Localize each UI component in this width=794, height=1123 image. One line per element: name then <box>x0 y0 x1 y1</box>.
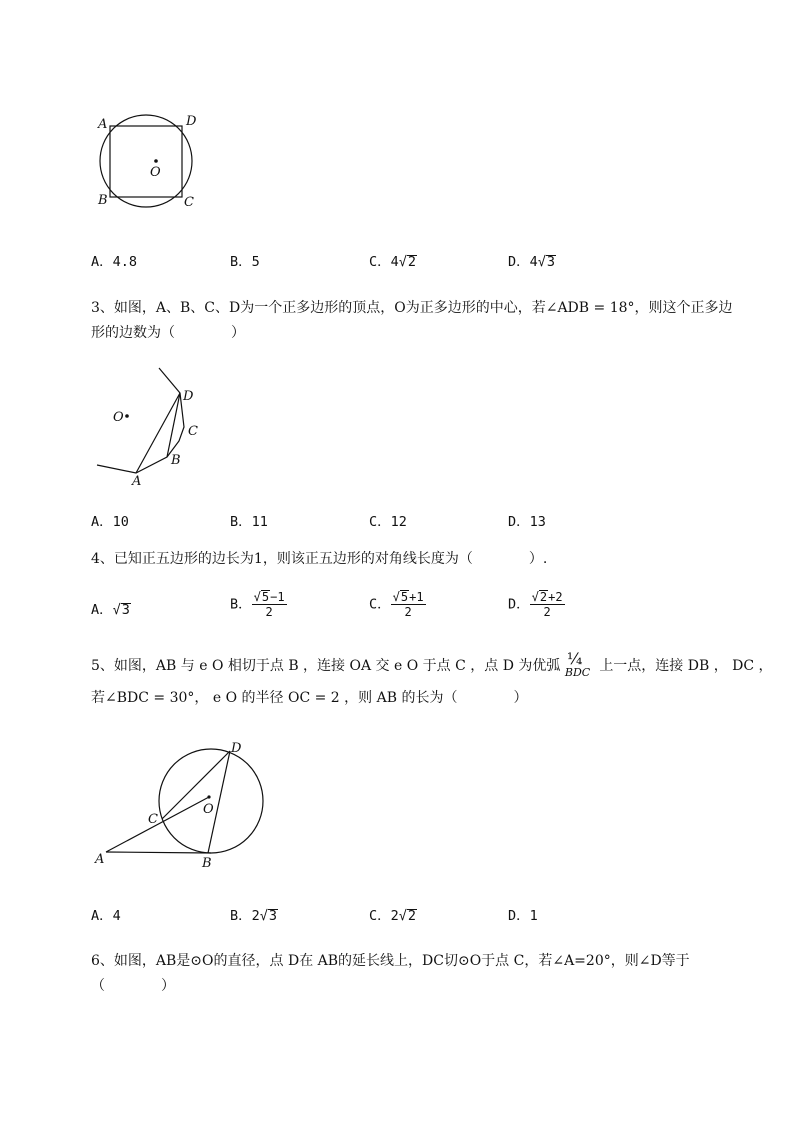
q4-option-c-prefix: C． <box>369 596 391 613</box>
q4-option-b-den: 2 <box>265 605 273 619</box>
q5-line1-a: 5、如图，AB 与 e O 相切于点 B ，连接 OA 交 e O 于点 C ，点 D 为优弧 <box>91 658 561 674</box>
q5-option-b-prefix: B．2 <box>230 908 260 924</box>
q2-option-c-prefix: C．4 <box>369 254 399 270</box>
q3-text-line1: 3、如图，A、B、C、D为一个正多边形的顶点，O为正多边形的中心，若∠ADB = 18°，则这个正多边 <box>91 300 733 316</box>
q5-label-o: O <box>203 802 214 817</box>
q2-option-d-radicand: 3 <box>546 254 556 270</box>
q3-center-dot <box>125 414 129 418</box>
q3-option-a: A．10 <box>91 514 129 530</box>
q5-option-c: C．2√2 <box>369 908 417 924</box>
q2-option-a: A．4.8 <box>91 254 138 270</box>
q5-option-c-radicand: 2 <box>407 908 417 924</box>
q4-option-c-radicand: 5 <box>400 590 409 604</box>
q4-option-d <box>508 590 565 619</box>
q4-option-b-num-rest: −1 <box>270 590 285 604</box>
q3-label-c: C <box>188 424 198 439</box>
q2-option-d: D．4√3 <box>508 254 556 270</box>
q4-option-c-num-rest: +1 <box>409 590 424 604</box>
q4-option-c <box>369 590 426 619</box>
q3-label-o: O <box>113 410 124 425</box>
q4-option-a: A．√3 <box>91 602 130 618</box>
q3-figure <box>92 365 222 490</box>
q2-option-d-prefix: D．4 <box>508 254 538 270</box>
q4-option-d-radicand: 2 <box>539 590 548 604</box>
q5-option-b-radicand: 3 <box>268 908 278 924</box>
q5-figure <box>90 735 270 870</box>
q2-option-c-radicand: 2 <box>407 254 417 270</box>
q5-arc-label: BDC <box>564 666 591 679</box>
q4-option-d-num-rest: +2 <box>548 590 563 604</box>
q2-option-b: B．5 <box>230 254 260 270</box>
q6-text-line1: 6、如图，AB是⊙O的直径，点 D在 AB的延长线上，DC切⊙O于点 C，若∠A=20°，则∠D等于 <box>91 953 690 969</box>
q4-option-a-prefix: A． <box>91 602 113 618</box>
q4-option-a-radicand: 3 <box>121 602 130 618</box>
q3-option-b: B．11 <box>230 514 268 530</box>
q2-center-dot <box>154 159 158 163</box>
q2-label-a: A <box>98 117 108 132</box>
q3-text-line2: 形的边数为（ ） <box>91 325 245 341</box>
q2-label-d: D <box>186 114 197 129</box>
q2-option-c: C．4√2 <box>369 254 417 270</box>
q2-label-o: O <box>150 165 161 180</box>
q4-option-b-fraction: $\frac{√5-1}{2}$ <box>253 590 285 619</box>
q4-option-c-fraction: $\frac{√5+1}{2}$ <box>392 590 424 619</box>
q5-text-line2: 若∠BDC = 30°， e O 的半径 OC = 2 ，则 AB 的长为（ ） <box>91 690 528 706</box>
q3-label-d: D <box>183 389 194 404</box>
q5-label-a: A <box>95 852 105 867</box>
q4-option-b-radicand: 5 <box>261 590 270 604</box>
q5-option-b: B．2√3 <box>230 908 278 924</box>
q5-center-dot <box>207 795 210 798</box>
q4-option-c-den: 2 <box>404 605 412 619</box>
q5-label-c: C <box>148 812 158 827</box>
q4-option-b <box>230 590 287 619</box>
q3-label-b: B <box>171 453 181 468</box>
q4-option-b-prefix: B． <box>230 596 252 613</box>
q5-option-c-prefix: C．2 <box>369 908 399 924</box>
q2-square <box>110 126 182 197</box>
q3-label-a: A <box>132 474 142 489</box>
q5-text-line1 <box>91 649 773 679</box>
q5-arc-notation <box>564 649 595 679</box>
q5-line1-b: 上一点，连接 DB ， DC ， <box>599 658 773 674</box>
q4-option-d-prefix: D． <box>508 596 530 613</box>
q3-option-c: C．12 <box>369 514 407 530</box>
q5-label-b: B <box>202 856 212 870</box>
q2-figure <box>90 110 220 215</box>
q3-option-d: D．13 <box>508 514 546 530</box>
q6-text-line2: （ ） <box>91 978 175 994</box>
q5-segment-ab <box>106 852 211 853</box>
q5-arc-symbol: ¼ <box>566 649 583 668</box>
q5-option-a: A．4 <box>91 908 121 924</box>
q5-option-d: D．1 <box>508 908 538 924</box>
q4-option-d-fraction: $\frac{√2+2}{2}$ <box>531 590 563 619</box>
q2-circle <box>100 115 192 207</box>
q4-text-line1: 4、已知正五边形的边长为1，则该正五边形的对角线长度为（ ）. <box>91 551 548 567</box>
q5-segment-cd <box>162 751 230 819</box>
q5-label-d: D <box>231 741 242 756</box>
q2-label-c: C <box>184 195 194 210</box>
q2-label-b: B <box>98 193 108 208</box>
q4-option-d-den: 2 <box>543 605 551 619</box>
